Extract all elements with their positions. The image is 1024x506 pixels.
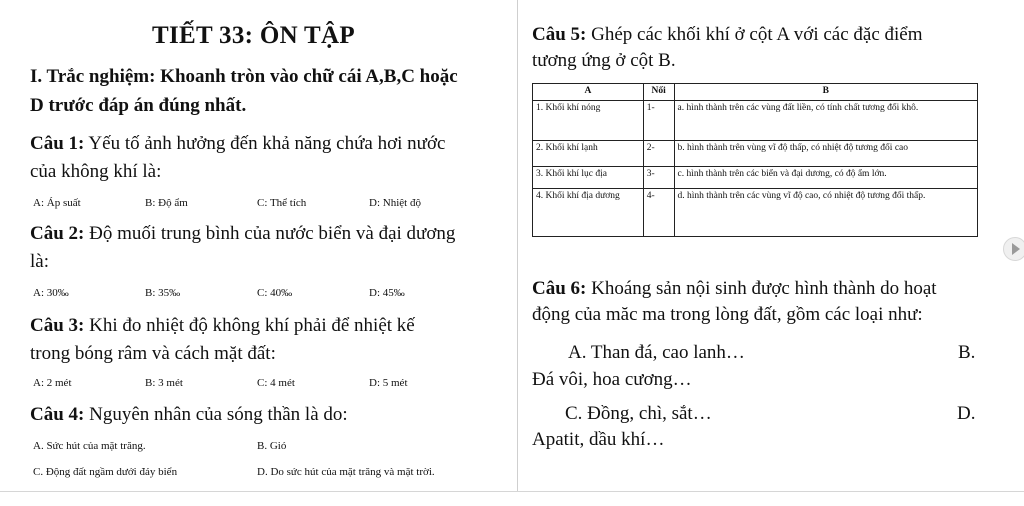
header-col-noi: Nối: [643, 84, 674, 101]
cell-noi[interactable]: 3-: [643, 167, 674, 189]
q6-option-b-label[interactable]: B.: [958, 342, 976, 363]
question-3-label: Câu 3:: [30, 315, 85, 336]
cell-a: 3. Khối khí lục địa: [533, 167, 644, 189]
header-col-b: B: [674, 84, 977, 101]
question-2: [30, 219, 455, 248]
question-4-label: Câu 4:: [30, 404, 85, 425]
play-icon[interactable]: [1003, 237, 1024, 261]
table-header-row: [533, 84, 978, 101]
q6-option-c[interactable]: C. Đồng, chì, sắt…: [565, 403, 712, 424]
table-row: [533, 167, 978, 189]
question-3: [30, 311, 415, 340]
cell-b: d. hình thành trên các vùng vĩ độ cao, có nhiệt độ tương đối thấp.: [674, 189, 977, 237]
question-1-line2: của không khí là:: [30, 161, 162, 182]
question-1: [30, 129, 445, 158]
table-row: [533, 189, 978, 237]
q1-option-b[interactable]: B: Độ ẩm: [145, 197, 188, 209]
cell-a: 2. Khối khí lạnh: [533, 141, 644, 167]
cell-noi[interactable]: 2-: [643, 141, 674, 167]
q2-option-d[interactable]: D: 45‰: [369, 287, 405, 299]
question-1-text: Yếu tố ảnh hưởng đến khả năng chứa hơi nước: [84, 133, 446, 154]
question-6-label: Câu 6:: [532, 278, 587, 299]
q6-option-d-label[interactable]: D.: [957, 403, 976, 424]
table-row: [533, 141, 978, 167]
q2-option-b[interactable]: B: 35‰: [145, 287, 181, 299]
table-row: [533, 101, 978, 141]
q3-option-d[interactable]: D: 5 mét: [369, 377, 408, 389]
q3-option-c[interactable]: C: 4 mét: [257, 377, 295, 389]
question-6-text: Khoáng sản nội sinh được hình thành do hoạt: [586, 278, 937, 299]
cell-noi[interactable]: 4-: [643, 189, 674, 237]
cell-b: b. hình thành trên vùng vĩ độ thấp, có nhiệt độ tương đối cao: [674, 141, 977, 167]
question-5-label: Câu 5:: [532, 24, 587, 45]
q1-option-a[interactable]: A: Áp suất: [33, 197, 81, 209]
q4-option-b[interactable]: B. Gió: [257, 440, 287, 452]
q2-option-a[interactable]: A: 30‰: [33, 287, 69, 299]
cell-noi[interactable]: 1-: [643, 101, 674, 141]
header-col-a: A: [533, 84, 644, 101]
q6-option-d-text: Apatit, dầu khí…: [532, 429, 665, 450]
q4-option-a[interactable]: A. Sức hút của mặt trăng.: [33, 440, 146, 452]
page-title: TIẾT 33: ÔN TẬP: [152, 22, 355, 49]
question-5-text: Ghép các khối khí ở cột A với các đặc điểm: [586, 24, 923, 45]
question-3-text: Khi đo nhiệt độ không khí phải để nhiệt kế: [84, 315, 415, 336]
question-2-label: Câu 2:: [30, 223, 85, 244]
q2-option-c[interactable]: C: 40‰: [257, 287, 293, 299]
q1-option-d[interactable]: D: Nhiệt độ: [369, 197, 421, 209]
question-3-line2: trong bóng râm và cách mặt đất:: [30, 343, 276, 364]
question-4-text: Nguyên nhân của sóng thần là do:: [84, 404, 348, 425]
q6-option-a[interactable]: A. Than đá, cao lanh…: [568, 342, 745, 363]
section-heading-line2: D trước đáp án đúng nhất.: [30, 95, 247, 116]
cell-a: 1. Khối khí nóng: [533, 101, 644, 141]
column-divider: [517, 0, 518, 492]
question-2-text: Độ muối trung bình của nước biển và đại dương: [84, 223, 456, 244]
question-4: [30, 400, 348, 429]
question-6-line2: động của măc ma trong lòng đất, gồm các loại như:: [532, 304, 923, 325]
bottom-border: [0, 491, 1024, 492]
q4-option-c[interactable]: C. Động đất ngầm dưới đáy biển: [33, 466, 178, 478]
q3-option-b[interactable]: B: 3 mét: [145, 377, 183, 389]
q6-option-b-text: Đá vôi, hoa cương…: [532, 369, 692, 390]
q4-option-d[interactable]: D. Do sức hút của mặt trăng và mặt trời.: [257, 466, 435, 478]
question-5: [532, 20, 923, 49]
cell-b: a. hình thành trên các vùng đất liền, có tính chất tương đối khô.: [674, 101, 977, 141]
question-2-line2: là:: [30, 251, 49, 272]
q3-option-a[interactable]: A: 2 mét: [33, 377, 72, 389]
cell-b: c. hình thành trên các biển và đại dương, có độ ẩm lớn.: [674, 167, 977, 189]
q1-option-c[interactable]: C: Thể tích: [257, 197, 307, 209]
question-5-line2: tương ứng ở cột B.: [532, 50, 676, 71]
question-1-label: Câu 1:: [30, 133, 85, 154]
cell-a: 4. Khối khí địa dương: [533, 189, 644, 237]
question-6: [532, 274, 937, 303]
section-heading-line1: I. Trắc nghiệm: Khoanh tròn vào chữ cái A,B,C hoặc: [30, 66, 458, 87]
matching-table: [532, 83, 978, 237]
